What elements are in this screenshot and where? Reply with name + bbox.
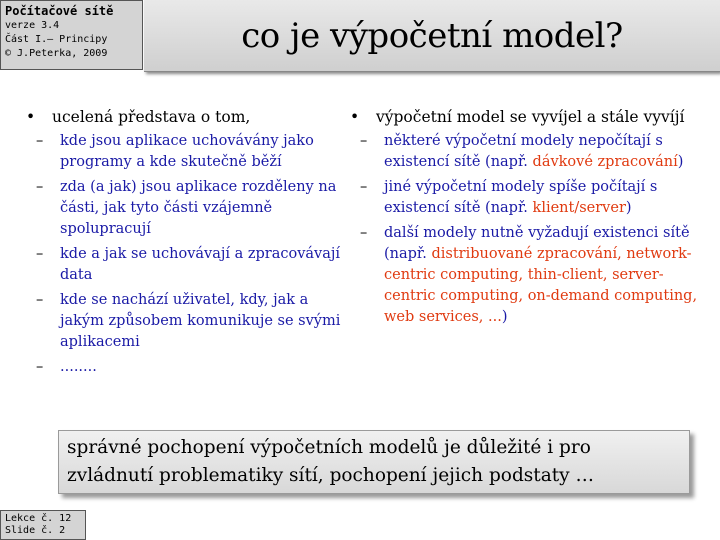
- list-item: – některé výpočetní modely nepočítají s existencí sítě (např. dávkové zpracování): [360, 133, 684, 170]
- slide-number: Slide č. 2: [5, 525, 66, 536]
- left-bullet-text: ucelená představa o tom,: [52, 108, 251, 126]
- right-sub-list: [350, 131, 710, 328]
- slide-footer: [0, 510, 86, 540]
- list-item: – zda (a jak) jsou aplikace rozděleny na části, jak tyto části vzájemně spolupracují: [36, 179, 337, 237]
- list-item: – jiné výpočetní modely spíše počítají s existencí sítě (např. klient/server): [360, 179, 658, 216]
- list-item: – kde jsou aplikace uchovávány jako programy a kde skutečně běží: [36, 133, 314, 170]
- author-label: © J.Peterka, 2009: [5, 48, 108, 59]
- right-bullet: [350, 106, 710, 128]
- summary-note: správné pochopení výpočetních modelů je důležité i pro zvládnutí problematiky sítí, pochopení jejich podstaty …: [58, 430, 690, 494]
- course-name: Počítačové sítě: [5, 4, 114, 18]
- list-item: – kde a jak se uchovávají a zpracovávají data: [36, 246, 341, 283]
- right-bullet-text: výpočetní model se vyvíjel a stále vyvíjí: [376, 108, 685, 126]
- course-info-box: [0, 0, 143, 70]
- list-item: – kde se nachází uživatel, kdy, jak a jakým způsobem komunikuje se svými aplikacemi: [36, 292, 341, 350]
- list-item: – ........: [36, 359, 97, 375]
- title-bar: [144, 0, 720, 72]
- bullet-dot: •: [26, 108, 36, 126]
- left-sub-list: [26, 131, 346, 378]
- list-item: – další modely nutně vyžadují existenci sítě (např. distribuované zpracování, network-centric computing, thin-client, server-centric computing, on-demand computing, web services, ...): [360, 225, 698, 325]
- version-label: verze 3.4: [5, 20, 60, 31]
- right-column: [350, 106, 710, 332]
- slide-title: co je výpočetní model?: [241, 15, 623, 56]
- left-column: [26, 106, 346, 382]
- lecture-number: Lekce č. 12: [5, 513, 72, 524]
- part-label: Část I.– Principy: [5, 34, 108, 45]
- left-bullet: [26, 106, 346, 128]
- bullet-dot: •: [350, 108, 360, 126]
